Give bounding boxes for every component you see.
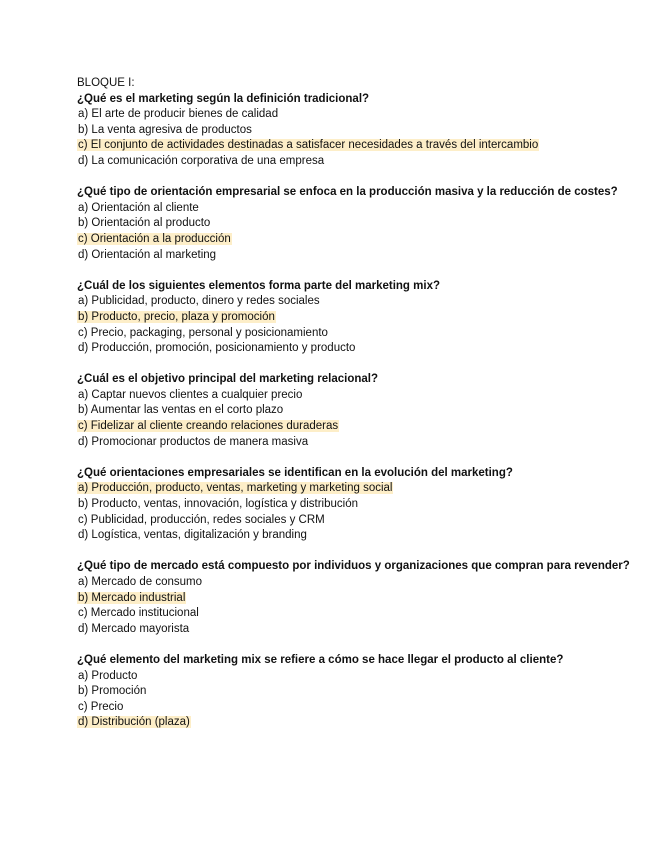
answer-option-correct [77, 310, 637, 326]
answer-option-text: b) Aumentar las ventas en el corto plazo [78, 404, 284, 417]
answer-option-text: a) Orientación al cliente [78, 201, 199, 214]
answer-options [77, 107, 637, 169]
answer-option [77, 497, 637, 513]
answer-option-text: c) Fidelizar al cliente creando relaciones duraderas [78, 420, 339, 433]
question-text: ¿Cuál es el objetivo principal del marketing relacional? [77, 373, 378, 386]
answer-option [77, 123, 637, 139]
answer-option-text: a) Captar nuevos clientes a cualquier precio [78, 388, 303, 401]
answer-option [77, 107, 637, 123]
answer-option-text: c) Mercado institucional [78, 607, 199, 620]
block-title: BLOQUE I: [77, 77, 135, 89]
answer-option-text: d) La comunicación corporativa de una empresa [78, 154, 325, 167]
answer-options [77, 294, 637, 356]
answer-option [77, 201, 637, 217]
answer-option [77, 403, 637, 419]
question-text: ¿Qué elemento del marketing mix se refiere a cómo se hace llegar el producto al cliente? [77, 653, 564, 666]
question-text: ¿Qué es el marketing según la definición tradicional? [77, 92, 370, 105]
answer-option-correct [77, 715, 637, 731]
answer-option-text: b) Producto, precio, plaza y promoción [78, 310, 275, 323]
answer-option [77, 154, 637, 170]
answer-options [77, 575, 637, 637]
answer-option-text: b) Producto, ventas, innovación, logística y distribución [78, 498, 358, 511]
answer-options [77, 481, 637, 543]
answer-option-text: c) Precio, packaging, personal y posicionamiento [78, 326, 328, 339]
answer-option-text: b) Orientación al producto [78, 217, 211, 230]
answer-option [77, 684, 637, 700]
answer-option [77, 513, 637, 529]
answer-option-correct [77, 481, 637, 497]
answer-option-text: b) Promoción [78, 685, 147, 698]
answer-option [77, 216, 637, 232]
answer-option [77, 435, 637, 451]
answer-option [77, 528, 637, 544]
question-text: ¿Qué tipo de orientación empresarial se enfoca en la producción masiva y la reducción de costes? [77, 186, 618, 199]
answer-option-text: d) Promocionar productos de manera masiva [78, 435, 309, 448]
question-block [77, 559, 637, 637]
question-text: ¿Cuál de los siguientes elementos forma parte del marketing mix? [77, 279, 440, 292]
answer-options [77, 388, 637, 450]
answer-option-text: c) Orientación a la producción [78, 232, 231, 245]
answer-option-text: a) El arte de producir bienes de calidad [78, 108, 279, 121]
question-block [77, 653, 637, 731]
answer-option-text: d) Producción, promoción, posicionamiento y producto [78, 342, 356, 355]
question-text: ¿Qué tipo de mercado está compuesto por individuos y organizaciones que compran para revender? [77, 560, 630, 573]
answer-option-text: d) Distribución (plaza) [78, 716, 190, 729]
question-block [77, 372, 637, 450]
question-block [77, 92, 637, 170]
answer-option [77, 294, 637, 310]
answer-option-text: b) La venta agresiva de productos [78, 123, 252, 136]
answer-options [77, 669, 637, 731]
answer-option-text: c) Publicidad, producción, redes sociales y CRM [78, 513, 325, 526]
question-block [77, 466, 637, 544]
answer-option-text: a) Mercado de consumo [78, 576, 203, 588]
answer-option [77, 341, 637, 357]
question-block [77, 279, 637, 357]
answer-option-correct [77, 419, 637, 435]
answer-option [77, 248, 637, 264]
answer-option [77, 326, 637, 342]
answer-option-correct [77, 591, 637, 607]
answer-option-correct [77, 138, 637, 154]
answer-options [77, 201, 637, 263]
answer-option [77, 606, 637, 622]
answer-option-text: b) Mercado industrial [78, 591, 186, 604]
answer-option-text: d) Logística, ventas, digitalización y branding [78, 529, 307, 542]
answer-option [77, 700, 637, 716]
answer-option-text: c) El conjunto de actividades destinadas a satisfacer necesidades a través del intercambio [78, 139, 539, 152]
answer-option [77, 622, 637, 638]
answer-option-text: d) Mercado mayorista [78, 622, 190, 635]
answer-option-text: a) Producción, producto, ventas, marketing y marketing social [78, 482, 393, 495]
answer-option-correct [77, 232, 637, 248]
answer-option-text: d) Orientación al marketing [78, 248, 217, 261]
answer-option-text: c) Precio [78, 700, 124, 713]
answer-option [77, 575, 637, 591]
answer-option [77, 388, 637, 404]
question-list [77, 92, 637, 731]
question-block [77, 185, 637, 263]
answer-option-text: a) Publicidad, producto, dinero y redes sociales [78, 295, 320, 308]
answer-option-text: a) Producto [78, 669, 138, 682]
question-text: ¿Qué orientaciones empresariales se identifican en la evolución del marketing? [77, 466, 513, 479]
answer-option [77, 669, 637, 685]
document-page [77, 76, 637, 747]
